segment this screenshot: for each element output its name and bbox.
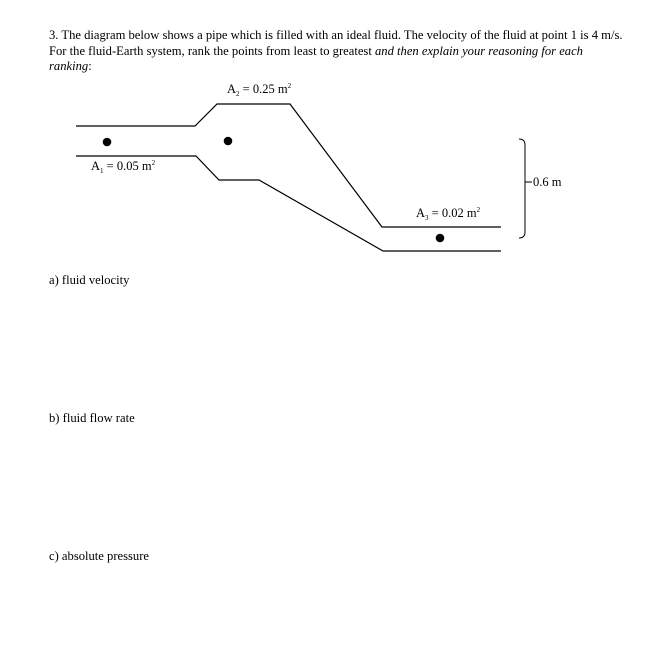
part-c-label: c) absolute pressure <box>49 549 150 563</box>
question-main-text: The diagram below shows a pipe which is filled with an ideal fluid. The velocity of the fluid at point 1 is 4 m/s. For the fluid-Earth system, rank the points from least to greatest <box>49 28 623 58</box>
height-bracket <box>519 139 525 238</box>
question-italic-text: and then explain your reasoning for each ranking <box>49 43 583 73</box>
area-3-label: $A_3 = 0.02$ $m^2$ <box>416 206 481 222</box>
height-label: 0.6 m <box>533 175 562 189</box>
question-end-text: : <box>88 59 92 73</box>
point-3-dot <box>436 234 445 243</box>
point-1-dot <box>103 138 112 147</box>
area-2-label: $A_2 = 0.25$ $m^2$ <box>227 82 292 98</box>
area-1-label: $A_1 = 0.05$ $m^2$ <box>91 159 156 175</box>
point-2-dot <box>224 137 233 146</box>
part-a-label: a) fluid velocity <box>49 273 130 287</box>
question-number: 3. <box>49 28 59 42</box>
part-b-label: b) fluid flow rate <box>49 411 135 425</box>
